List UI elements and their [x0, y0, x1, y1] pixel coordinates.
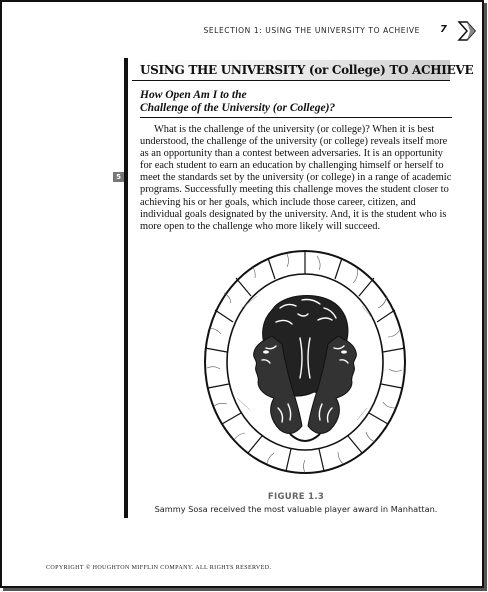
margin-marker-number: 5 [116, 173, 121, 181]
margin-marker [113, 172, 124, 182]
subheading-line-1: How Open Am I to the [140, 89, 247, 101]
subheading [140, 89, 450, 115]
running-head: SELECTION 1: USING THE UNIVERSITY TO ACHEIVE [203, 26, 420, 35]
vertical-rule [124, 58, 128, 518]
page-number: 7 [440, 24, 447, 35]
copyright-notice: COPYRIGHT © HOUGHTON MIFFLIN COMPANY. ALL RIGHTS RESERVED. [46, 565, 272, 571]
next-page-arrow-icon[interactable] [455, 20, 477, 42]
figure-label: FIGURE 1.3 [267, 492, 325, 502]
subheading-line-2: Challenge of the University (or College)? [140, 102, 336, 114]
body-paragraph: What is the challenge of the university (or college)? When it is best understood, the challenge of the university (or college) reveals itself more as an opportunity than a contest between adversaries. It is an opportunity for each student to earn an education by challenging himself or herself to meet the standards set by the university (or college) in a range of academic programs. Successfully meeting this challenge moves the student closer to achieving his or her goals, which include those career, citizen, and individual goals designated by the university. And, it is the student who is more open to the challenge who more likely will succeed. [140, 124, 452, 232]
section-title-bar [132, 60, 474, 81]
subheading-rule [140, 117, 452, 118]
figure-caption: Sammy Sosa received the most valuable player award in Manhattan. [154, 504, 438, 514]
section-title: USING THE UNIVERSITY (or College) TO ACHIEVE [140, 63, 474, 77]
janus-coin-illustration [202, 248, 408, 476]
